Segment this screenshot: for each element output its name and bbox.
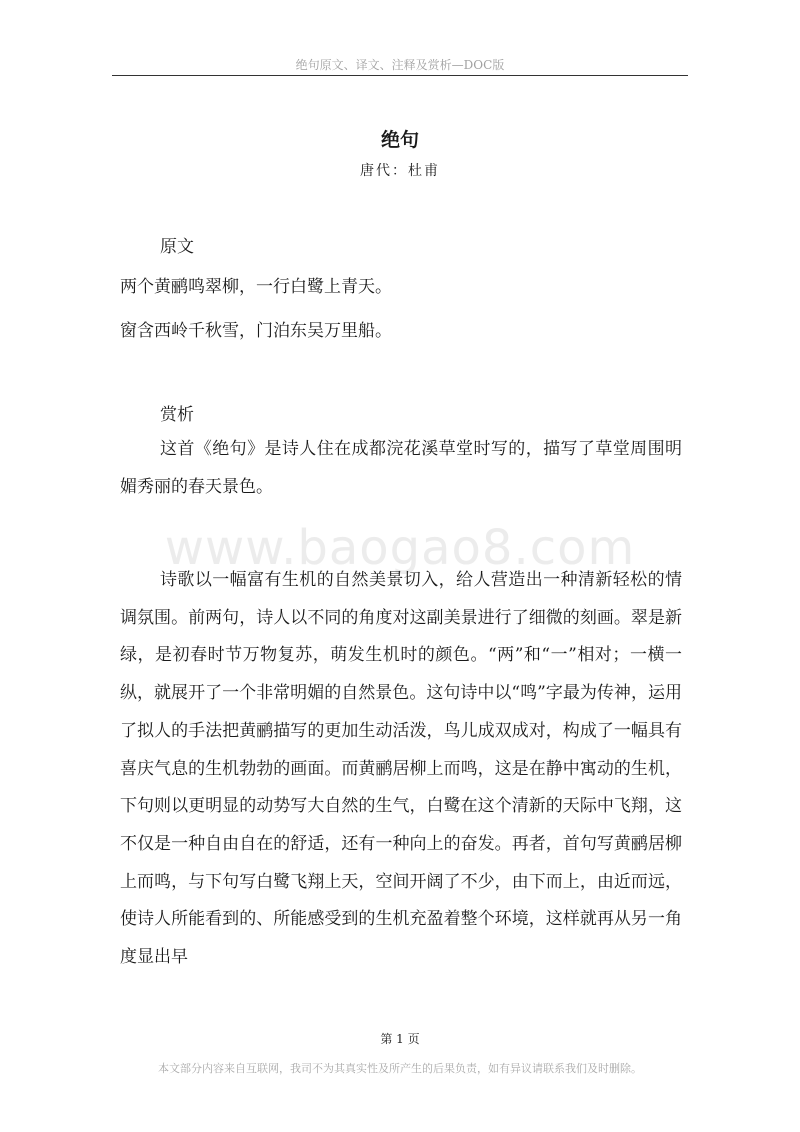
appreciation-paragraph: 这首《绝句》是诗人住在成都浣花溪草堂时写的，描写了草堂周围明媚秀丽的春天景色。 bbox=[120, 439, 682, 497]
header-divider bbox=[112, 75, 688, 76]
section-heading-original: 原文 bbox=[160, 237, 194, 257]
page-number: 第 1 页 bbox=[380, 1032, 420, 1046]
poem-author: 唐代：杜甫 bbox=[360, 163, 440, 179]
poem-line: 两个黄鹂鸣翠柳，一行白鹭上青天。 bbox=[120, 277, 392, 297]
footer-disclaimer: 本文部分内容来自互联网，我司不为其真实性及所产生的后果负责，如有异议请联系我们及时删除。 bbox=[158, 1062, 642, 1075]
watermark: www.baogao8.com bbox=[164, 520, 636, 576]
appreciation-paragraph: 诗歌以一幅富有生机的自然美景切入，给人营造出一种清新轻松的情调氛围。前两句，诗人以不同的角度对这副美景进行了细微的刻画。翠是新绿，是初春时节万物复苏，萌发生机时的颜色。“两”和“一”相对；一横一纵，就展开了一个非常明媚的自然景色。这句诗中以“鸣”字最为传神，运用了拟人的手法把黄鹂描写的更加生动活泼，鸟儿成双成对，构成了一幅具有喜庆气息的生机勃勃的画面。而黄鹂居柳上而鸣，这是在静中寓动的生机，下句则以更明显的动势写大自然的生气，白鹭在这个清新的天际中飞翔，这不仅是一种自由自在的舒适，还有一种向上的奋发。再者，首句写黄鹂居柳上而鸣，与下句写白鹭飞翔上天，空间开阔了不少，由下而上，由近而远，使诗人所能看到的、所能感受到的生机充盈着整个环境，这样就再从另一角度显出早 bbox=[120, 570, 682, 968]
section-heading-appreciation: 赏析 bbox=[160, 405, 194, 425]
page-header: 绝句原文、译文、注释及赏析—DOC版 bbox=[295, 58, 505, 72]
poem-line: 窗含西岭千秋雪，门泊东吴万里船。 bbox=[120, 321, 392, 341]
poem-title: 绝句 bbox=[380, 129, 419, 151]
